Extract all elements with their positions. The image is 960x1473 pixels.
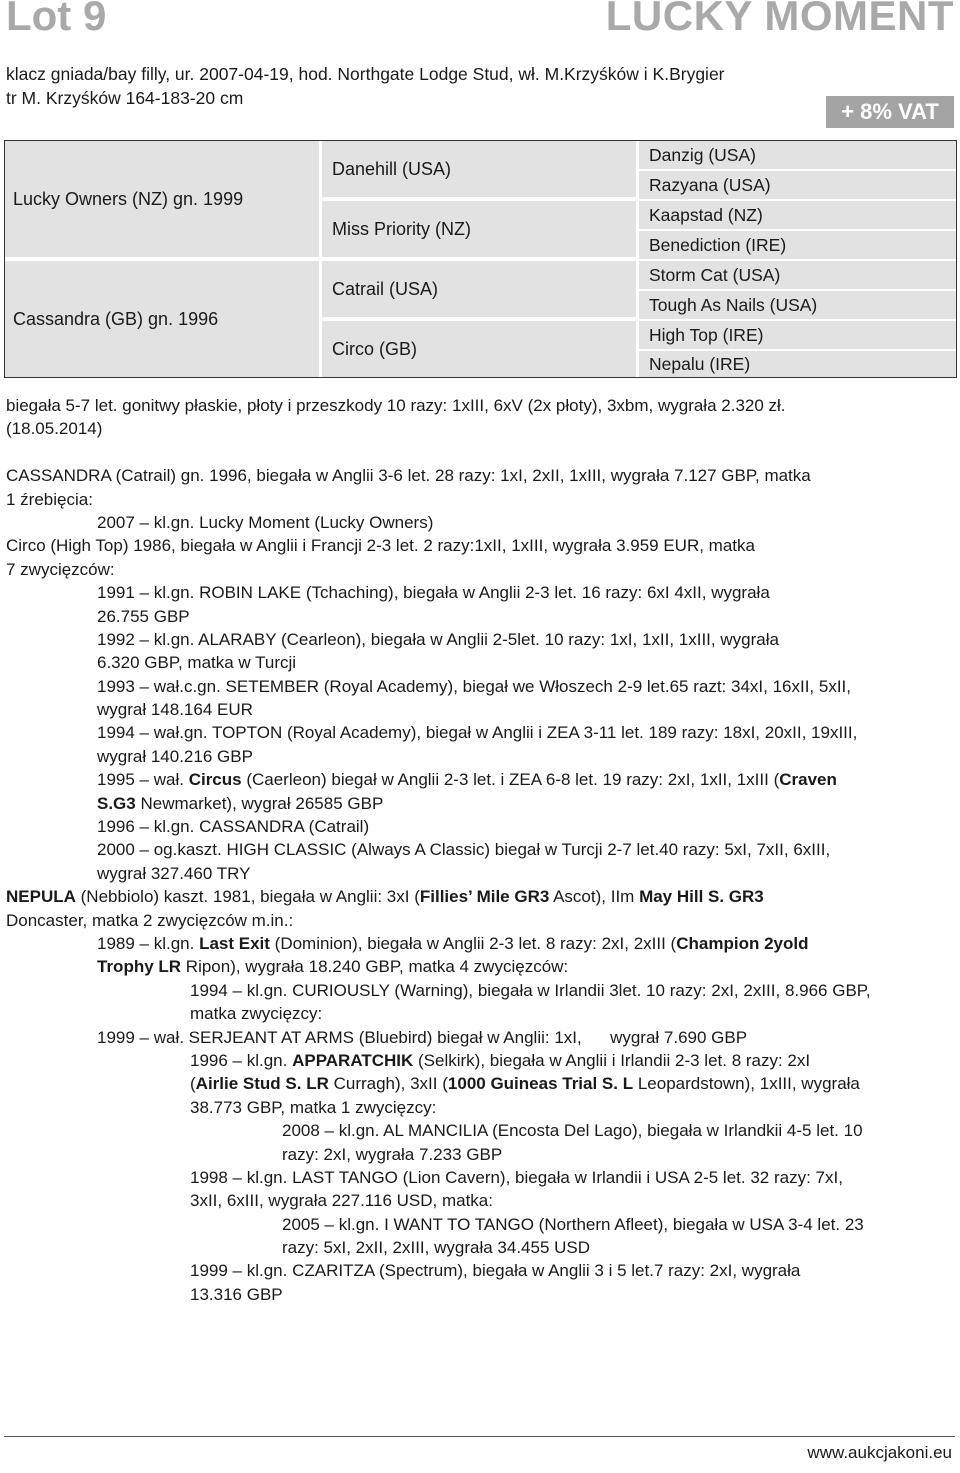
text-span: Ascot), IIm	[549, 887, 640, 907]
text-span: Leopardstown), 1xIII, wygrała	[633, 1074, 860, 1094]
bold-span: Trophy LR	[97, 957, 182, 977]
pedigree-table	[4, 140, 957, 378]
footer-divider	[4, 1436, 955, 1437]
family-line	[6, 1049, 956, 1072]
pedigree-grandparent: Catrail (USA)	[322, 261, 636, 317]
family-line: 1994 – kl.gn. CURIOUSLY (Warning), biegała w Irlandii 3let. 10 razy: 2xI, 2xIII, 8.966 GBP,	[190, 980, 871, 1000]
pedigree-great-grandparent: Razyana (USA)	[639, 171, 956, 199]
pedigree-grandparent: Danehill (USA)	[322, 141, 636, 197]
race-record	[6, 394, 956, 1306]
racing-summary: biegała 5-7 let. gonitwy płaskie, płoty i przeszkody 10 razy: 1xIII, 6xV (2x płoty), 3xbm, wygrała 2.320 zł.	[6, 396, 786, 415]
text-span: Ripon), wygrała 18.240 GBP, matka 4 zwycięzców:	[181, 957, 569, 977]
text-span: (Selkirk), biegała w Anglii i Irlandii 2-3 let. 8 razy: 2xI	[413, 1050, 811, 1070]
bold-span: NEPULA	[6, 887, 76, 907]
pedigree-grandparent: Circo (GB)	[322, 321, 636, 377]
text-span: 1996 – kl.gn.	[190, 1050, 293, 1070]
family-line: matka zwycięzcy:	[190, 1004, 323, 1024]
racing-summary: (18.05.2014)	[6, 419, 103, 439]
family-line: 1996 – kl.gn. CASSANDRA (Catrail)	[97, 817, 370, 837]
family-line: 2008 – kl.gn. AL MANCILIA (Encosta Del Lago), biegała w Irlandkii 4-5 let. 10	[282, 1121, 863, 1141]
bold-span: Airlie Stud S. LR	[195, 1074, 329, 1094]
text-span: (	[190, 1074, 196, 1094]
bold-span: S.G3	[97, 793, 136, 813]
pedigree-dam: Cassandra (GB) gn. 1996	[5, 261, 319, 377]
bold-span: Last Exit	[199, 933, 270, 953]
family-line: 1 źrebięcia:	[6, 489, 93, 509]
text-span: Curragh), 3xII (	[328, 1074, 448, 1094]
family-line: CASSANDRA (Catrail) gn. 1996, biegała w Anglii 3-6 let. 28 razy: 1xI, 2xII, 1xIII, wygrała 7.127 GBP, matka	[6, 466, 811, 486]
family-line: 1999 – wał. SERJEANT AT ARMS (Bluebird) biegał w Anglii: 1xI, wygrał 7.690 GBP	[97, 1027, 748, 1047]
pedigree-great-grandparent: Danzig (USA)	[639, 141, 956, 169]
family-line: wygrał 148.164 EUR	[97, 700, 253, 720]
bold-span: May Hill S. GR3	[639, 887, 764, 907]
pedigree-grandparent: Miss Priority (NZ)	[322, 201, 636, 257]
family-line: 26.755 GBP	[97, 606, 190, 626]
description-line: klacz gniada/bay filly, ur. 2007-04-19, hod. Northgate Lodge Stud, wł. M.Krzyśków i K.Brygier	[6, 64, 725, 84]
text-span: (Dominion), biegała w Anglii 2-3 let. 8 razy: 2xI, 2xIII (	[269, 933, 677, 953]
description-line: tr M. Krzyśków 164-183-20 cm	[6, 88, 244, 108]
family-line: razy: 5xI, 2xII, 2xIII, wygrała 34.455 USD	[282, 1238, 591, 1258]
family-line: Circo (High Top) 1986, biegała w Anglii i Francji 2-3 let. 2 razy:1xII, 1xIII, wygrała 3.959 EUR, matka	[6, 536, 755, 556]
horse-description	[6, 62, 906, 110]
text-span: 1995 – wał.	[97, 770, 189, 790]
pedigree-sire: Lucky Owners (NZ) gn. 1999	[5, 141, 319, 257]
pedigree-great-grandparent: Kaapstad (NZ)	[639, 201, 956, 229]
family-line: 3xII, 6xIII, wygrała 227.116 USD, matka:	[190, 1191, 493, 1211]
footer-url[interactable]: www.aukcjakoni.eu	[807, 1443, 952, 1462]
family-line: 1998 – kl.gn. LAST TANGO (Lion Cavern), biegała w Irlandii i USA 2-5 let. 32 razy: 7xI,	[190, 1167, 843, 1187]
bold-span: 1000 Guineas Trial S. L	[447, 1074, 634, 1094]
family-line: 38.773 GBP, matka 1 zwycięzcy:	[190, 1097, 437, 1117]
family-line: 1991 – kl.gn. ROBIN LAKE (Tchaching), biegała w Anglii 2-3 let. 16 razy: 6xI 4xII, wygrała	[97, 583, 770, 603]
bold-span: Champion 2yold	[676, 933, 809, 953]
family-line	[6, 932, 956, 955]
family-line	[6, 955, 956, 978]
family-line: wygrał 327.460 TRY	[97, 863, 251, 883]
family-line	[6, 792, 956, 815]
pedigree-great-grandparent: Storm Cat (USA)	[639, 261, 956, 289]
bold-span: Craven	[779, 770, 837, 790]
pedigree-great-grandparent: Tough As Nails (USA)	[639, 291, 956, 319]
family-line: razy: 2xI, wygrała 7.233 GBP	[282, 1144, 503, 1164]
pedigree-great-grandparent: Nepalu (IRE)	[639, 351, 956, 377]
text-span: (Nebbiolo) kaszt. 1981, biegała w Anglii: 3xI (	[75, 887, 420, 907]
family-line: 2000 – og.kaszt. HIGH CLASSIC (Always A Classic) biegał w Turcji 2-7 let.40 razy: 5xI, 7xII, 6xIII,	[97, 840, 831, 860]
family-line: 2007 – kl.gn. Lucky Moment (Lucky Owners)	[97, 512, 434, 532]
family-line: 1994 – wał.gn. TOPTON (Royal Academy), biegał w Anglii i ZEA 3-11 let. 189 razy: 18xI, 20xII, 19xIII,	[97, 723, 858, 743]
family-line	[6, 768, 956, 791]
header	[6, 0, 954, 48]
family-line: 13.316 GBP	[190, 1284, 283, 1304]
vat-badge: + 8% VAT	[826, 96, 954, 128]
pedigree-great-grandparent: Benediction (IRE)	[639, 231, 956, 259]
family-line: 1993 – wał.c.gn. SETEMBER (Royal Academy), biegał we Włoszech 2-9 let.65 razt: 34xI, 16xII, 5xII,	[97, 676, 852, 696]
bold-span: Circus	[188, 770, 242, 790]
bold-span: APPARATCHIK	[292, 1050, 414, 1070]
family-line: 2005 – kl.gn. I WANT TO TANGO (Northern Afleet), biegała w USA 3-4 let. 23	[282, 1214, 864, 1234]
text-span: Newmarket), wygrał 26585 GBP	[135, 793, 384, 813]
family-line: 6.320 GBP, matka w Turcji	[97, 653, 297, 673]
horse-name: LUCKY MOMENT	[605, 0, 954, 39]
family-line: 1992 – kl.gn. ALARABY (Cearleon), biegała w Anglii 2-5let. 10 razy: 1xI, 1xII, 1xIII, wygrała	[97, 629, 779, 649]
family-line: Doncaster, matka 2 zwycięzców m.in.:	[6, 910, 294, 930]
bold-span: Fillies’ Mile GR3	[419, 887, 550, 907]
family-line	[6, 885, 956, 908]
family-line	[6, 1072, 956, 1095]
family-line: wygrał 140.216 GBP	[97, 746, 253, 766]
family-line: 1999 – kl.gn. CZARITZA (Spectrum), biegała w Anglii 3 i 5 let.7 razy: 2xI, wygrała	[190, 1261, 801, 1281]
lot-number: Lot 9	[6, 0, 107, 39]
pedigree-great-grandparent: High Top (IRE)	[639, 321, 956, 349]
text-span: 1989 – kl.gn.	[97, 933, 200, 953]
family-line: 7 zwycięzców:	[6, 559, 115, 579]
text-span: (Caerleon) biegał w Anglii 2-3 let. i ZEA 6-8 let. 19 razy: 2xI, 1xII, 1xIII (	[241, 770, 780, 790]
